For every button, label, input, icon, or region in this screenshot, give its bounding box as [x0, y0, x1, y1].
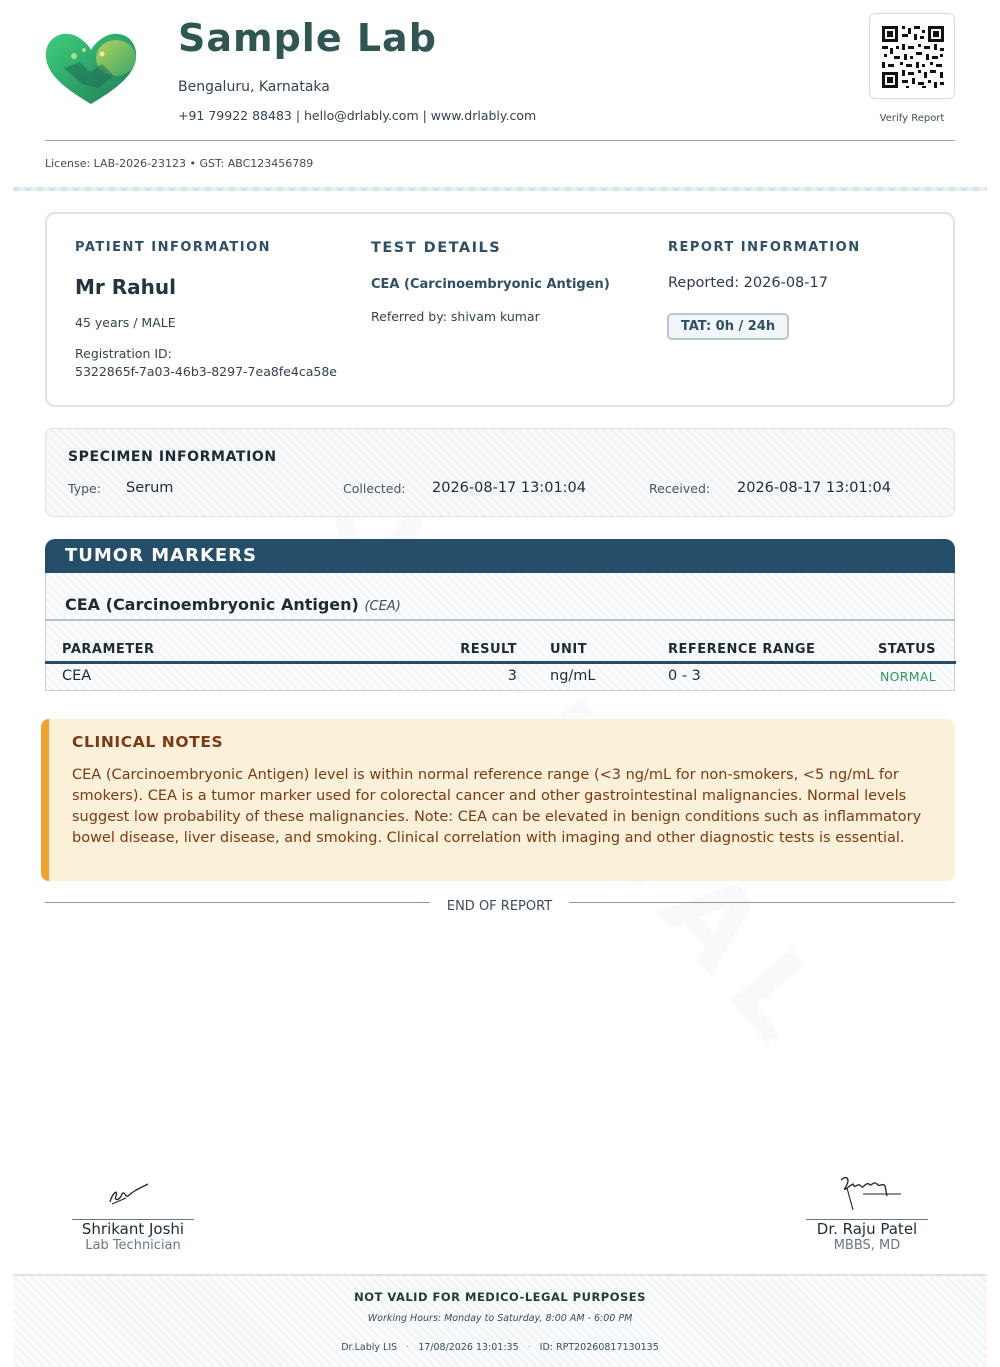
panel-subdivider: [45, 619, 955, 621]
clinical-notes-text: CEA (Carcinoembryonic Antigen) level is within normal reference range (<3 ng/mL for non-smokers, <5 ng/mL for smokers). CEA is a tumor marker used for colorectal cancer and other gastrointestinal malignancies. Normal levels suggest low probability of these malignancies. Note: CEA can be elevated in benign conditions such as inflammatory bowel disease, liver disease, and smoking. Clinical correlation with imaging and other diagnostic tests is essential.: [72, 767, 922, 846]
technician-signature: [100, 1176, 160, 1214]
patient-name: Mr Rahul: [75, 275, 176, 299]
signatory-name: Shrikant Joshi: [81, 1220, 185, 1238]
footer-disclaimer: NOT VALID FOR MEDICO-LEGAL PURPOSES: [354, 1290, 646, 1304]
tat-badge: TAT: 0h / 24h: [667, 313, 789, 340]
end-of-report: END OF REPORT: [446, 899, 553, 914]
lab-logo: [44, 28, 138, 108]
test-section-title: TEST DETAILS: [371, 240, 502, 256]
specimen-card: [45, 428, 955, 517]
signatory-name: Dr. Raju Patel: [816, 1220, 918, 1238]
specimen-title: SPECIMEN INFORMATION: [68, 449, 277, 465]
reported-date: Reported: 2026-08-17: [668, 275, 828, 291]
table-header-rule: [45, 661, 956, 664]
clinical-notes-title: CLINICAL NOTES: [72, 733, 224, 751]
signatory-doctor: [786, 1220, 948, 1253]
panel-header: [45, 539, 955, 573]
row-parameter: CEA: [62, 668, 92, 684]
column-header-unit: UNIT: [550, 642, 588, 657]
table-row-rule: [45, 690, 955, 691]
row-result: 3: [507, 668, 517, 684]
registration-id: 5322865f-7a03-46b3-8297-7ea8fe4ca58e: [75, 364, 337, 379]
patient-section-title: PATIENT INFORMATION: [75, 240, 272, 255]
footer-system: Dr.Lably LIS: [341, 1342, 398, 1353]
lab-name: Sample Lab: [178, 16, 437, 60]
collected-value: 2026-08-17 13:01:04: [432, 480, 586, 496]
lab-contact: +91 79922 88483 | hello@drlably.com | www.drlably.com: [178, 108, 537, 123]
panel-title: TUMOR MARKERS: [65, 545, 258, 566]
footer-meta: Dr.Lably LIS · 17/08/2026 13:01:35 · ID: RPT20260817130135: [341, 1342, 659, 1353]
panel-test-title: [65, 595, 401, 614]
registration-label: Registration ID:: [75, 346, 172, 361]
qr-code[interactable]: [869, 13, 955, 99]
specimen-type-label: Type:: [68, 481, 101, 496]
received-value: 2026-08-17 13:01:04: [737, 480, 891, 496]
column-header-parameter: PARAMETER: [62, 642, 155, 657]
license-line: License: LAB-2026-23123 • GST: ABC123456789: [45, 157, 314, 170]
received-label: Received:: [649, 481, 711, 496]
signatory-role: Lab Technician: [85, 1238, 181, 1253]
column-header-result: RESULT: [460, 642, 517, 657]
specimen-type-value: Serum: [126, 480, 174, 496]
end-rule-right: [569, 902, 955, 903]
end-rule-left: [45, 902, 430, 903]
verify-report-link[interactable]: Verify Report: [879, 113, 945, 124]
footer-working-hours: Working Hours: Monday to Saturday, 8:00 AM - 6:00 PM: [367, 1313, 633, 1324]
test-name: CEA (Carcinoembryonic Antigen): [371, 277, 610, 292]
referred-by: Referred by: shivam kumar: [371, 309, 540, 324]
header-band: [13, 187, 987, 191]
row-range: 0 - 3: [668, 668, 701, 684]
doctor-signature: [833, 1170, 905, 1218]
column-header-status: STATUS: [877, 642, 936, 657]
report-section-title: REPORT INFORMATION: [668, 240, 861, 255]
patient-age-sex: 45 years / MALE: [75, 315, 176, 330]
status-badge: NORMAL: [880, 669, 936, 684]
row-unit: ng/mL: [550, 668, 596, 684]
panel-test-abbr: (CEA): [364, 599, 401, 614]
lab-address: Bengaluru, Karnataka: [178, 79, 330, 95]
footer-report-id: ID: RPT20260817130135: [539, 1342, 659, 1353]
panel-test-name: CEA (Carcinoembryonic Antigen): [65, 595, 359, 614]
signatory-role: MBBS, MD: [833, 1238, 901, 1253]
footer-generated: 17/08/2026 13:01:35: [418, 1342, 519, 1353]
column-header-range: REFERENCE RANGE: [668, 642, 816, 657]
collected-label: Collected:: [343, 481, 406, 496]
header-divider: [45, 140, 955, 141]
signatory-technician: [52, 1220, 214, 1253]
